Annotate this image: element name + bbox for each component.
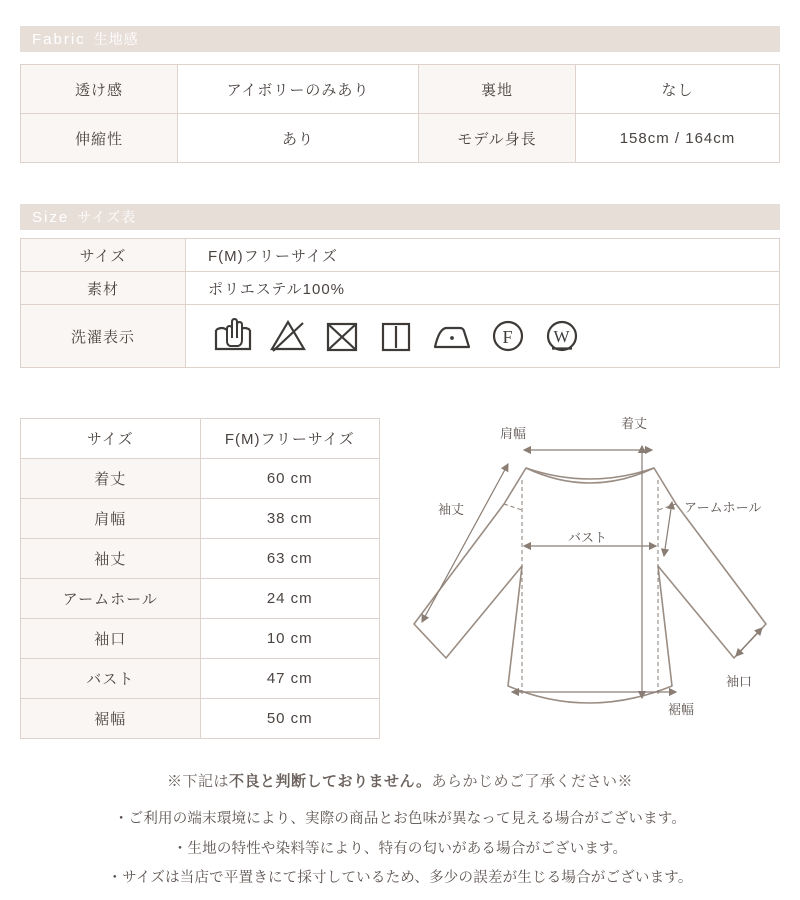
size-label-size: サイズ (21, 239, 186, 272)
diagram-label-sleeve: 袖丈 (438, 502, 465, 517)
measure-label-bust: バスト (21, 659, 201, 699)
size-label-care: 洗濯表示 (21, 305, 186, 368)
measure-value-length: 60 cm (200, 459, 380, 499)
dry-clean-f-icon (488, 316, 528, 356)
wet-clean-w-icon (542, 316, 582, 356)
measure-value-armhole: 24 cm (200, 579, 380, 619)
measure-header-value: F(M)フリーサイズ (200, 419, 380, 459)
size-value-material: ポリエステル100% (186, 272, 780, 305)
size-value-care (186, 305, 780, 368)
table-row (21, 459, 380, 499)
svg-text:W: W (553, 327, 571, 346)
size-label-material: 素材 (21, 272, 186, 305)
table-row (21, 272, 780, 305)
fabric-label-sheerness: 透け感 (21, 65, 178, 114)
section-header-fabric (20, 26, 780, 52)
table-row (21, 499, 380, 539)
measure-value-cuff: 10 cm (200, 619, 380, 659)
notes-title-suffix: あらかじめご了承ください※ (431, 773, 633, 790)
measure-header-label: サイズ (21, 419, 201, 459)
notes-list (0, 805, 800, 894)
table-row (21, 579, 380, 619)
notes-title (0, 770, 800, 791)
section-header-size (20, 204, 780, 230)
measure-value-bust: 47 cm (200, 659, 380, 699)
measure-label-hem: 裾幅 (21, 699, 201, 739)
iron-low-icon (430, 316, 474, 356)
drip-dry-hang-icon (376, 316, 416, 356)
notes-block (0, 770, 800, 894)
hand-wash-icon (212, 316, 254, 356)
diagram-label-cuff: 袖口 (726, 674, 753, 689)
table-row (21, 305, 780, 368)
table-row (21, 65, 780, 114)
fabric-label-lining: 裏地 (419, 65, 576, 114)
fabric-label-stretch: 伸縮性 (21, 114, 178, 163)
list-item: ・ご利用の端末環境により、実際の商品とお色味が異なって見える場合がございます。 (113, 811, 687, 827)
measure-label-cuff: 袖口 (21, 619, 201, 659)
fabric-value-lining: なし (576, 65, 780, 114)
svg-text:F: F (502, 327, 514, 347)
diagram-label-armhole: アームホール (684, 500, 762, 515)
diagram-label-shoulder: 肩幅 (500, 426, 527, 441)
fabric-table (20, 64, 780, 163)
size-spec-table (20, 238, 780, 368)
table-row (21, 659, 380, 699)
measure-label-sleeve: 袖丈 (21, 539, 201, 579)
diagram-label-bust: バスト (568, 530, 608, 545)
laundry-icon-row (190, 316, 775, 356)
section-header-size-jp: サイズ表 (77, 209, 137, 225)
notes-title-bold: 不良と判断しておりません。 (229, 773, 432, 790)
measure-value-sleeve: 63 cm (200, 539, 380, 579)
garment-measurement-diagram (396, 406, 786, 746)
section-header-fabric-jp: 生地感 (93, 31, 139, 47)
measure-label-armhole: アームホール (21, 579, 201, 619)
measure-value-shoulder: 38 cm (200, 499, 380, 539)
diagram-label-length: 着丈 (621, 416, 648, 431)
table-row (21, 619, 380, 659)
no-bleach-icon (268, 316, 308, 356)
table-row (21, 419, 380, 459)
table-row (21, 539, 380, 579)
measurement-table (20, 418, 380, 739)
fabric-value-sheerness: アイボリーのみあり (178, 65, 419, 114)
list-item: ・生地の特性や染料等により、特有の匂いがある場合がございます。 (172, 840, 628, 857)
section-header-size-en: Size (32, 208, 70, 226)
section-header-fabric-en: Fabric (32, 30, 86, 48)
diagram-label-hem: 裾幅 (668, 702, 695, 717)
measure-label-length: 着丈 (21, 459, 201, 499)
fabric-label-model-height: モデル身長 (419, 114, 576, 163)
measure-value-hem: 50 cm (200, 699, 380, 739)
table-row (21, 699, 380, 739)
measure-label-shoulder: 肩幅 (21, 499, 201, 539)
notes-title-prefix: ※下記は (167, 773, 230, 790)
table-row (21, 114, 780, 163)
fabric-value-stretch: あり (178, 114, 419, 163)
list-item: ・サイズは当店で平置きにて採寸しているため、多少の誤差が生じる場合がございます。 (107, 870, 693, 887)
no-tumble-dry-icon (322, 316, 362, 356)
fabric-value-model-height: 158cm / 164cm (576, 114, 780, 163)
size-value-size: F(M)フリーサイズ (186, 239, 780, 272)
table-row (21, 239, 780, 272)
